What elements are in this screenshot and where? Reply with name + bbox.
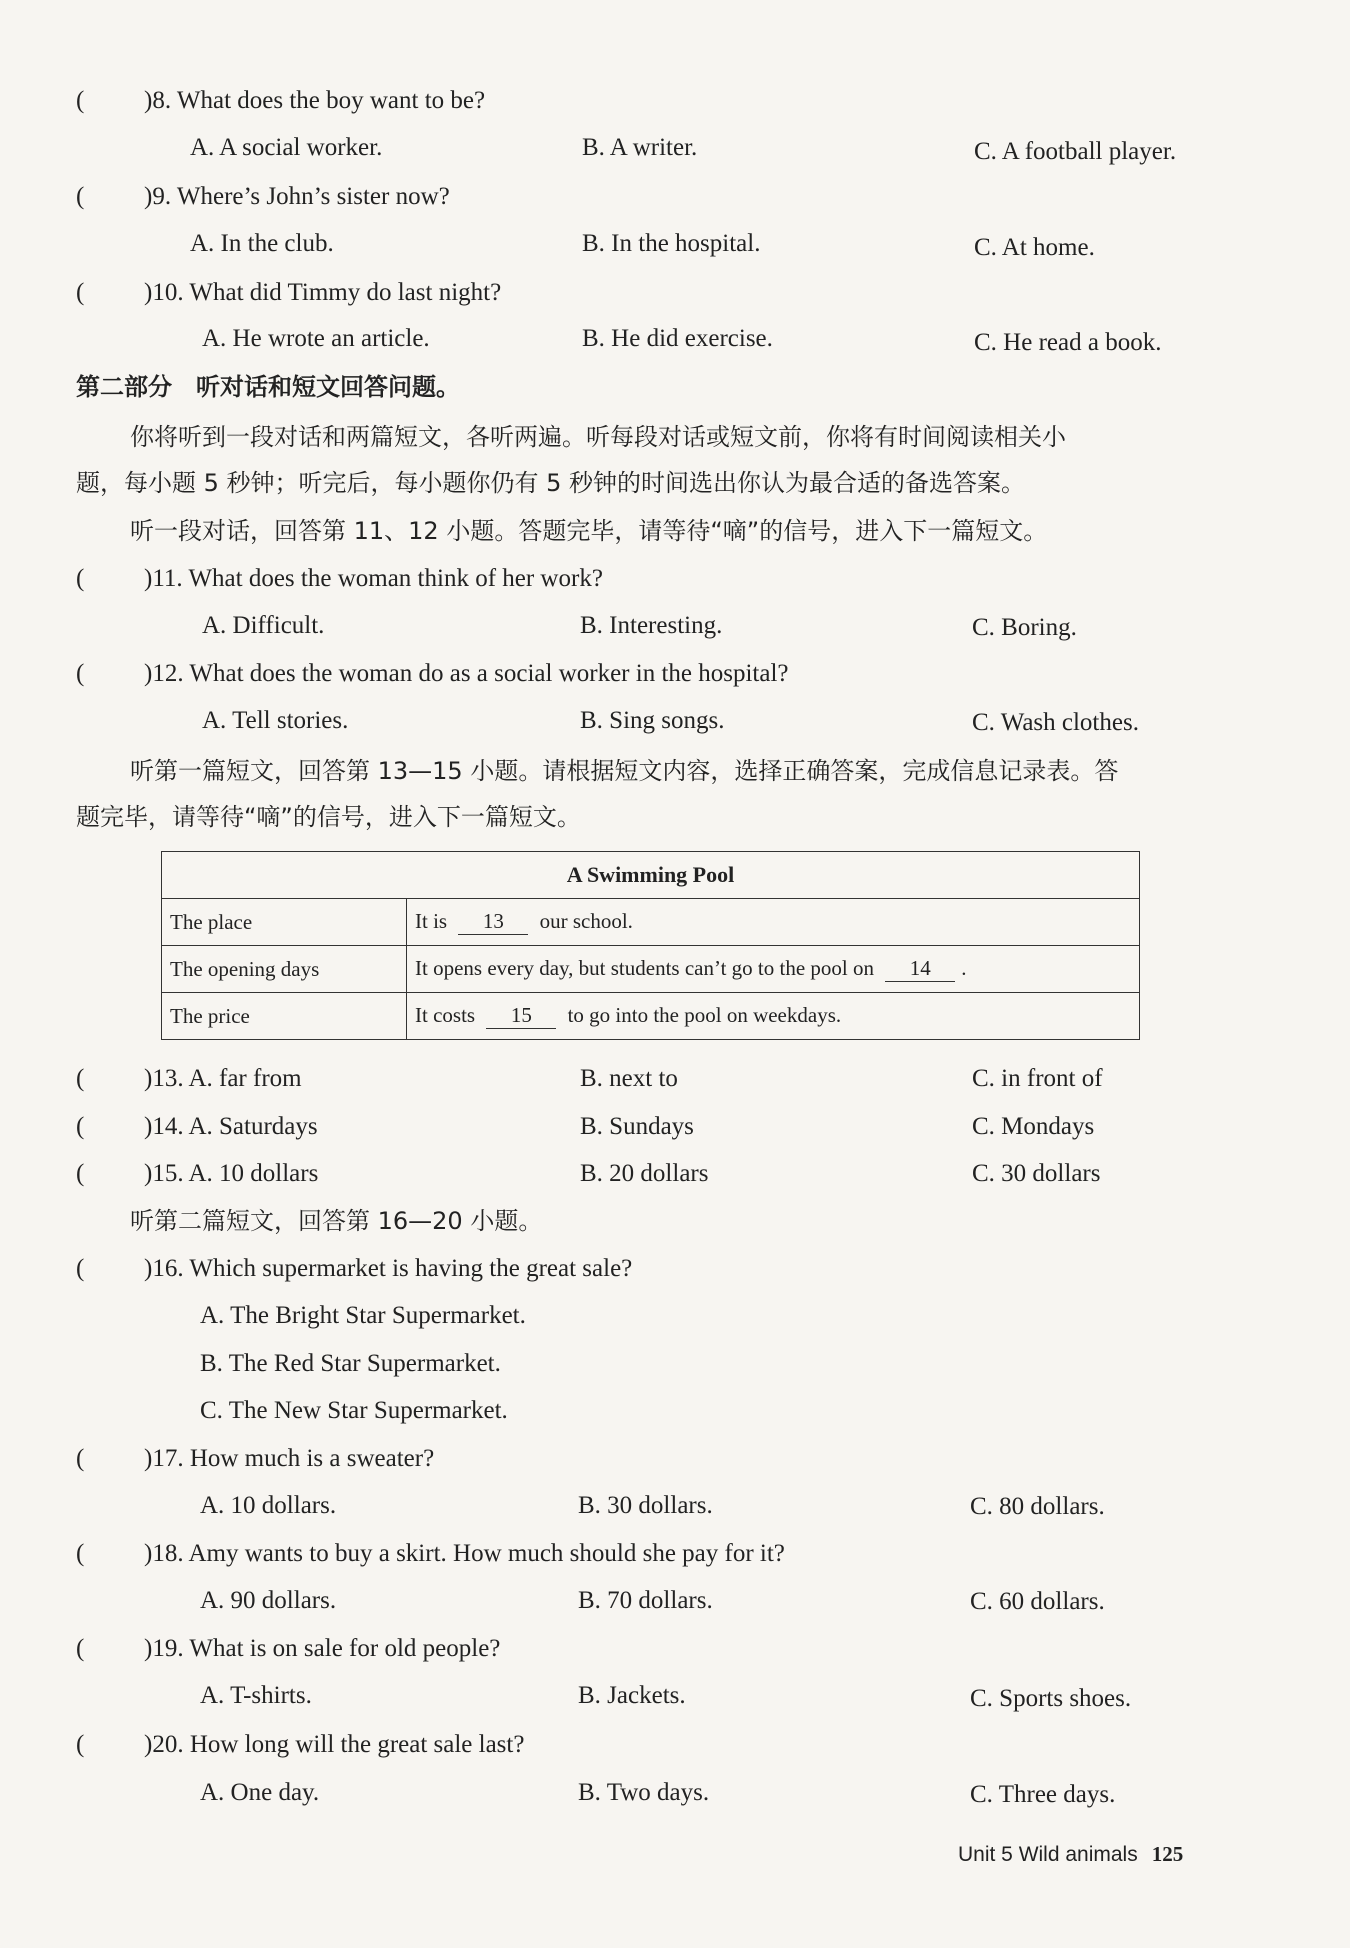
q14-option-b: B. Sundays [580, 1113, 694, 1140]
answer-paren[interactable]: ( [76, 87, 85, 114]
question-8 [76, 84, 486, 118]
q13-option-c: C. in front of [972, 1065, 1103, 1092]
row-label-price: The price [162, 993, 407, 1040]
swimming-pool-info-table [161, 851, 1140, 1040]
q19-option-b: B. Jackets. [578, 1682, 686, 1709]
q8-option-c: C. A football player. [974, 138, 1177, 165]
question-16 [76, 1252, 633, 1286]
text-1-instruction-line-2: 题完毕，请等待“嘀”的信号，进入下一篇短文。 [76, 803, 581, 831]
row-value-opening-days [407, 946, 1140, 993]
q17-option-b: B. 30 dollars. [578, 1492, 713, 1519]
text-2-instruction: 听第二篇短文，回答第 16—20 小题。 [130, 1207, 543, 1235]
q10-option-c: C. He read a book. [974, 329, 1162, 356]
answer-paren[interactable]: ( [76, 1731, 85, 1758]
question-15-text: )15. A. 10 dollars [144, 1160, 319, 1187]
q19-option-a: A. T-shirts. [200, 1682, 312, 1709]
answer-paren[interactable]: ( [76, 565, 85, 592]
row-label-opening-days: The opening days [162, 946, 407, 993]
q13-option-b: B. next to [580, 1065, 678, 1092]
question-18 [76, 1537, 785, 1571]
question-13 [76, 1062, 302, 1096]
q11-option-c: C. Boring. [972, 614, 1077, 641]
question-10-text: )10. What did Timmy do last night? [144, 279, 502, 306]
question-17-text: )17. How much is a sweater? [144, 1445, 435, 1472]
dialogue-instruction: 听一段对话，回答第 11、12 小题。答题完毕，请等待“嘀”的信号，进入下一篇短文。 [130, 517, 1048, 545]
answer-paren[interactable]: ( [76, 1255, 85, 1282]
q18-option-c: C. 60 dollars. [970, 1588, 1105, 1615]
answer-paren[interactable]: ( [76, 660, 85, 687]
row-value-place [407, 899, 1140, 946]
table-title: A Swimming Pool [162, 852, 1140, 899]
answer-paren[interactable]: ( [76, 1540, 85, 1567]
q9-option-c: C. At home. [974, 234, 1095, 261]
text-after-blank-14: . [961, 956, 967, 980]
blank-14[interactable]: 14 [885, 956, 955, 982]
question-12 [76, 657, 789, 691]
q9-option-b: B. In the hospital. [582, 230, 761, 257]
blank-15[interactable]: 15 [486, 1003, 556, 1029]
question-18-text: )18. Amy wants to buy a skirt. How much should she pay for it? [144, 1540, 785, 1567]
q16-option-a: A. The Bright Star Supermarket. [200, 1302, 526, 1329]
q17-option-c: C. 80 dollars. [970, 1493, 1105, 1520]
page-number: 125 [1151, 1842, 1184, 1866]
answer-paren[interactable]: ( [76, 1113, 85, 1140]
q14-option-c: C. Mondays [972, 1113, 1095, 1140]
q10-option-a: A. He wrote an article. [202, 325, 430, 352]
page-footer [958, 1842, 1183, 1867]
q12-option-b: B. Sing songs. [580, 707, 725, 734]
question-14-text: )14. A. Saturdays [144, 1113, 318, 1140]
q20-option-b: B. Two days. [578, 1779, 710, 1806]
question-11 [76, 562, 603, 596]
q17-option-a: A. 10 dollars. [200, 1492, 337, 1519]
answer-paren[interactable]: ( [76, 279, 85, 306]
question-14 [76, 1110, 318, 1144]
question-9-text: )9. Where’s John’s sister now? [144, 183, 450, 210]
question-17 [76, 1442, 435, 1476]
answer-paren[interactable]: ( [76, 1160, 85, 1187]
question-20-text: )20. How long will the great sale last? [144, 1731, 525, 1758]
q16-option-b: B. The Red Star Supermarket. [200, 1350, 501, 1377]
answer-paren[interactable]: ( [76, 1445, 85, 1472]
q19-option-c: C. Sports shoes. [970, 1685, 1132, 1712]
row-value-price [407, 993, 1140, 1040]
question-13-text: )13. A. far from [144, 1065, 302, 1092]
q18-option-a: A. 90 dollars. [200, 1587, 337, 1614]
text-before-blank-14: It opens every day, but students can’t go to the pool on [415, 956, 874, 980]
q10-option-b: B. He did exercise. [582, 325, 773, 352]
q12-option-c: C. Wash clothes. [972, 709, 1139, 736]
text-before-blank-15: It costs [415, 1003, 476, 1027]
question-10 [76, 276, 502, 310]
question-11-text: )11. What does the woman think of her work? [144, 565, 603, 592]
q20-option-a: A. One day. [200, 1779, 320, 1806]
q11-option-b: B. Interesting. [580, 612, 723, 639]
text-1-instruction-line-1: 听第一篇短文，回答第 13—15 小题。请根据短文内容，选择正确答案，完成信息记录表。答 [130, 757, 1119, 785]
q15-option-b: B. 20 dollars [580, 1160, 709, 1187]
question-8-text: )8. What does the boy want to be? [144, 87, 486, 114]
answer-paren[interactable]: ( [76, 183, 85, 210]
answer-paren[interactable]: ( [76, 1635, 85, 1662]
part-2-intro-line-1: 你将听到一段对话和两篇短文，各听两遍。听每段对话或短文前，你将有时间阅读相关小 [130, 423, 1066, 451]
q18-option-b: B. 70 dollars. [578, 1587, 713, 1614]
question-15 [76, 1157, 319, 1191]
part-2-heading: 第二部分 听对话和短文回答问题。 [76, 373, 460, 401]
q9-option-a: A. In the club. [190, 230, 334, 257]
text-after-blank-15: to go into the pool on weekdays. [567, 1003, 842, 1027]
q8-option-b: B. A writer. [582, 134, 698, 161]
q20-option-c: C. Three days. [970, 1781, 1116, 1808]
question-16-text: )16. Which supermarket is having the great sale? [144, 1255, 633, 1282]
table-header-row [162, 852, 1140, 899]
table-row [162, 899, 1140, 946]
q8-option-a: A. A social worker. [190, 134, 383, 161]
question-20 [76, 1728, 525, 1762]
table-row [162, 946, 1140, 993]
q12-option-a: A. Tell stories. [202, 707, 349, 734]
table-row [162, 993, 1140, 1040]
question-12-text: )12. What does the woman do as a social worker in the hospital? [144, 660, 789, 687]
q11-option-a: A. Difficult. [202, 612, 325, 639]
q15-option-c: C. 30 dollars [972, 1160, 1101, 1187]
blank-13[interactable]: 13 [458, 909, 528, 935]
text-before-blank-13: It is [415, 909, 448, 933]
question-19-text: )19. What is on sale for old people? [144, 1635, 501, 1662]
q16-option-c: C. The New Star Supermarket. [200, 1397, 508, 1424]
question-19 [76, 1632, 501, 1666]
unit-title: Unit 5 Wild animals [958, 1843, 1138, 1866]
part-2-intro-line-2: 题，每小题 5 秒钟；听完后，每小题你仍有 5 秒钟的时间选出你认为最合适的备选答案。 [76, 469, 1026, 497]
answer-paren[interactable]: ( [76, 1065, 85, 1092]
question-9 [76, 180, 450, 214]
text-after-blank-13: our school. [539, 909, 633, 933]
row-label-place: The place [162, 899, 407, 946]
